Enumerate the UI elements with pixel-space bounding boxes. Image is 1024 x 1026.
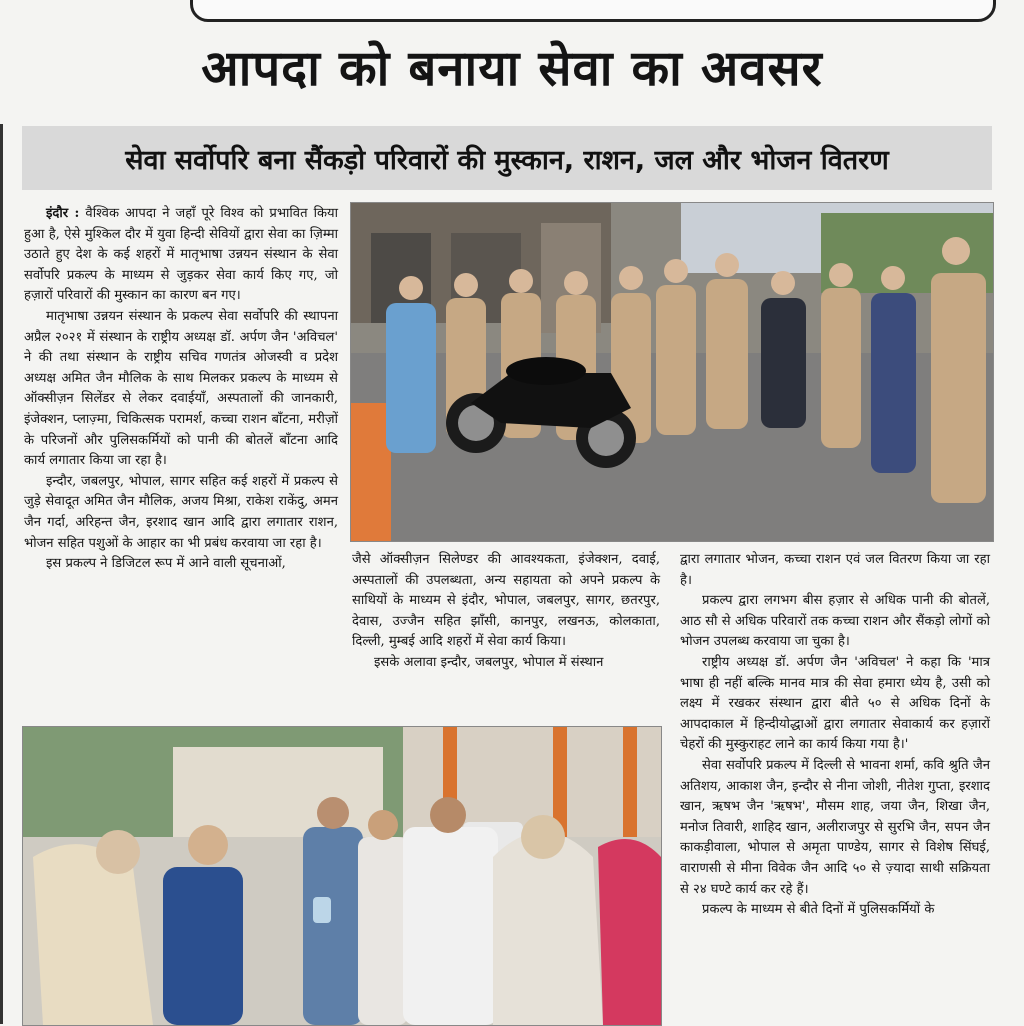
paragraph: प्रकल्प के माध्यम से बीते दिनों में पुलिसकर्मियों के <box>702 902 935 918</box>
paragraph-text: वैश्विक आपदा ने जहाँ पूरे विश्व को प्रभावित किया हुआ है, ऐसे मुश्किल दौर में युवा हिन्दी सेवियों द्वारा सेवा का ज़िम्मा उठाते हुए देश के कई शहरों में मातृभाषा उन्नयन संस्थान के सेवा सर्वोपरि प्रकल्प के माध्यम से जुड़कर सेवा कार्य किए गए, जो हज़ारों परिवारों की मुस्कान का कारण बन गए। <box>24 206 339 304</box>
article-column-2 <box>352 550 660 674</box>
paragraph: इसके अलावा इन्दौर, जबलपुर, भोपाल में संस्थान <box>374 654 604 670</box>
dateline: इंदौर : <box>46 206 80 221</box>
paragraph: मातृभाषा उन्नयन संस्थान के प्रकल्प सेवा सर्वोपरि की स्थापना अप्रैल २०२१ में संस्थान के राष्ट्रीय अध्यक्ष डॉ. अर्पण जैन 'अविचल' ने की तथा संस्थान के राष्ट्रीय सचिव गणतंत्र ओजस्वी व प्रदेश अध्यक्ष अमित जैन मौलिक के साथ मिलकर प्रकल्प के माध्यम से ऑक्सीज़न सिलेंडर से लेकर दवाईयाँ, अस्पतालों की जानकारी, इंजेक्शन, प्लाज़्मा, चिकित्सक परामर्श, कच्चा राशन बाँटना, मरीज़ों के परिजनों और पुलिसकर्मियों को पानी की बोतलें बाँटना आदि कार्य लगातार किया जा रहा है। <box>24 308 338 469</box>
paragraph: इस प्रकल्प ने डिजिटल रूप में आने वाली सूचनाओं, <box>46 556 286 572</box>
paragraph: इन्दौर, जबलपुर, भोपाल, सागर सहित कई शहरों में प्रकल्प से जुड़े सेवादूत अमित जैन मौलिक, अजय मिश्रा, राकेश राकेंदु, अमन जैन गर्दा, अरिहन्त जैन, इरशाद खान आदि द्वारा लगातार राशन, भोजन सहित पशुओं के आहार का भी प्रबंध करवाया जा रहा है। <box>24 473 338 551</box>
paragraph: राष्ट्रीय अध्यक्ष डॉ. अर्पण जैन 'अविचल' ने कहा कि 'मात्र भाषा ही नहीं बल्कि मानव मात्र की सेवा हमारा ध्येय है, उसी को लक्ष्य में रखकर संस्थान द्वारा बीते ५० से अधिक दिनों के आपदाकाल में हिन्दीयोद्धाओं द्वारा लगातार सेवाकार्य कर हज़ारों चेहरों की मुस्कुराहट लाने का कार्य किया गया है।' <box>680 654 990 753</box>
photo-police-group-illustration <box>351 203 993 541</box>
paragraph: प्रकल्प द्वारा लगभग बीस हज़ार से अधिक पानी की बोतलें, आठ सौ से अधिक परिवारों तक कच्चा राशन और सैंकड़ो लोगों को भोजन उपलब्ध करवाया जा चुका है। <box>680 593 990 650</box>
subheadline: सेवा सर्वोपरि बना सैंकड़ो परिवारों की मुस्कान, राशन, जल और भोजन वितरण <box>125 145 889 176</box>
paragraph: सेवा सर्वोपरि प्रकल्प में दिल्ली से भावना शर्मा, कवि श्रुति जैन अतिशय, आकाश जैन, इन्दौर से नीना जोशी, नीतेश गुप्ता, इरशाद खान, ऋषभ जैन 'ऋषभ', मौसम शाह, जया जैन, शिखा जैन, मनोज तिवारी, शाहिद खान, अलीराजपुर से सुरभि जैन, सपन जैन काकड़ीवाला, भोपाल से अमृता पाण्डेय, सागर से विशेष सिंघई, वाराणसी से मीना विवेक जैन आदि ५० से ज़्यादा साथी सक्रियता से २४ घण्टे कार्य कर रहे हैं। <box>680 757 990 897</box>
paragraph <box>24 204 338 307</box>
article-column-1 <box>24 204 338 575</box>
masthead-frame <box>190 0 996 22</box>
photo-water-distribution <box>22 726 662 1026</box>
headline: आपदा को बनाया सेवा का अवसर <box>201 40 823 97</box>
article-column-3 <box>680 550 990 921</box>
column-rule <box>0 124 3 1024</box>
paragraph: द्वारा लगातार भोजन, कच्चा राशन एवं जल वितरण किया जा रहा है। <box>680 552 990 588</box>
paragraph: जैसे ऑक्सीज़न सिलेण्डर की आवश्यकता, इंजेक्शन, दवाई, अस्पतालों की उपलब्धता, अन्य सहायता को अपने प्रकल्प के साथियों के माध्यम से इंदौर, भोपाल, जबलपुर, सागर, छतरपुर, देवास, उज्जैन सहित झाँसी, कानपुर, लखनऊ, कोलकाता, दिल्ली, मुम्बई आदि शहरों में सेवा कार्य किया। <box>352 552 660 650</box>
photo-police-group <box>350 202 994 542</box>
photo-water-distribution-illustration <box>23 727 661 1025</box>
